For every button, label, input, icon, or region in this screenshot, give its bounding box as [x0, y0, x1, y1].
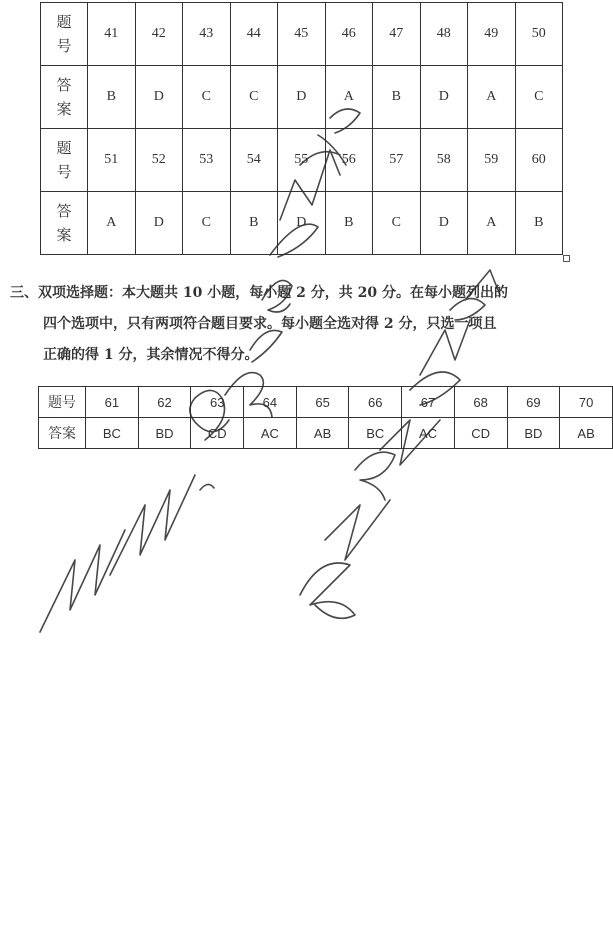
answer-cell: CD [191, 418, 244, 449]
answer-cell: A [88, 192, 136, 255]
question-number: 48 [420, 3, 468, 66]
row-header-answer: 答 案 [41, 192, 88, 255]
answer-cell: C [515, 66, 563, 129]
answer-cell: D [135, 192, 183, 255]
answer-cell: B [325, 192, 373, 255]
question-number: 60 [515, 129, 563, 192]
instruction-line: 三、双项选择题：本大题共 10 小题，每小题 2 分，共 20 分。在每小题列出的 [10, 285, 508, 301]
answer-cell: BC [349, 418, 402, 449]
instruction-line: 四个选项中，只有两项符合题目要求。每小题全选对得 2 分，只选一项且 [43, 316, 497, 332]
row-header-answer: 答 案 [41, 66, 88, 129]
answer-cell: A [325, 66, 373, 129]
answer-cell: C [373, 192, 421, 255]
answer-cell: B [373, 66, 421, 129]
table-row [41, 66, 563, 129]
question-number: 63 [191, 387, 244, 418]
question-number: 43 [183, 3, 231, 66]
answer-cell: AB [296, 418, 349, 449]
answer-cell: BD [507, 418, 560, 449]
question-number: 62 [138, 387, 191, 418]
answer-cell: D [278, 66, 326, 129]
table-row [39, 418, 613, 449]
table-row [41, 3, 563, 66]
question-number: 41 [88, 3, 136, 66]
question-number: 56 [325, 129, 373, 192]
question-number: 70 [560, 387, 613, 418]
answer-cell: B [88, 66, 136, 129]
table-row [39, 387, 613, 418]
question-number: 46 [325, 3, 373, 66]
answer-table-41-60 [40, 2, 563, 255]
answer-cell: A [468, 192, 516, 255]
table-row [41, 129, 563, 192]
question-number: 52 [135, 129, 183, 192]
question-number: 68 [454, 387, 507, 418]
question-number: 58 [420, 129, 468, 192]
question-number: 69 [507, 387, 560, 418]
question-number: 61 [86, 387, 139, 418]
answer-cell: D [278, 192, 326, 255]
header-answer: 答案 [39, 418, 86, 449]
question-number: 49 [468, 3, 516, 66]
answer-cell: AC [244, 418, 297, 449]
question-number: 64 [244, 387, 297, 418]
row-header-question: 题 号 [41, 3, 88, 66]
table-corner-mark [563, 255, 570, 262]
answer-cell: D [420, 66, 468, 129]
answer-cell: B [515, 192, 563, 255]
question-number: 65 [296, 387, 349, 418]
question-number: 54 [230, 129, 278, 192]
question-number: 51 [88, 129, 136, 192]
question-number: 57 [373, 129, 421, 192]
answer-cell: AB [560, 418, 613, 449]
answer-cell: C [183, 66, 231, 129]
answer-cell: BC [86, 418, 139, 449]
question-number: 66 [349, 387, 402, 418]
row-header-question: 题 号 [41, 129, 88, 192]
instruction-line: 正确的得 1 分，其余情况不得分。 [43, 347, 259, 363]
question-number: 59 [468, 129, 516, 192]
question-number: 44 [230, 3, 278, 66]
answer-cell: CD [454, 418, 507, 449]
question-number: 45 [278, 3, 326, 66]
question-number: 42 [135, 3, 183, 66]
section-three-instructions [10, 278, 570, 371]
question-number: 47 [373, 3, 421, 66]
header-question: 题号 [39, 387, 86, 418]
question-number: 67 [402, 387, 455, 418]
answer-cell: D [135, 66, 183, 129]
answer-cell: D [420, 192, 468, 255]
question-number: 55 [278, 129, 326, 192]
answer-cell: B [230, 192, 278, 255]
answer-table-61-70 [38, 386, 613, 449]
question-number: 53 [183, 129, 231, 192]
answer-cell: C [230, 66, 278, 129]
answer-cell: BD [138, 418, 191, 449]
answer-cell: A [468, 66, 516, 129]
answer-cell: AC [402, 418, 455, 449]
question-number: 50 [515, 3, 563, 66]
table-row [41, 192, 563, 255]
answer-cell: C [183, 192, 231, 255]
